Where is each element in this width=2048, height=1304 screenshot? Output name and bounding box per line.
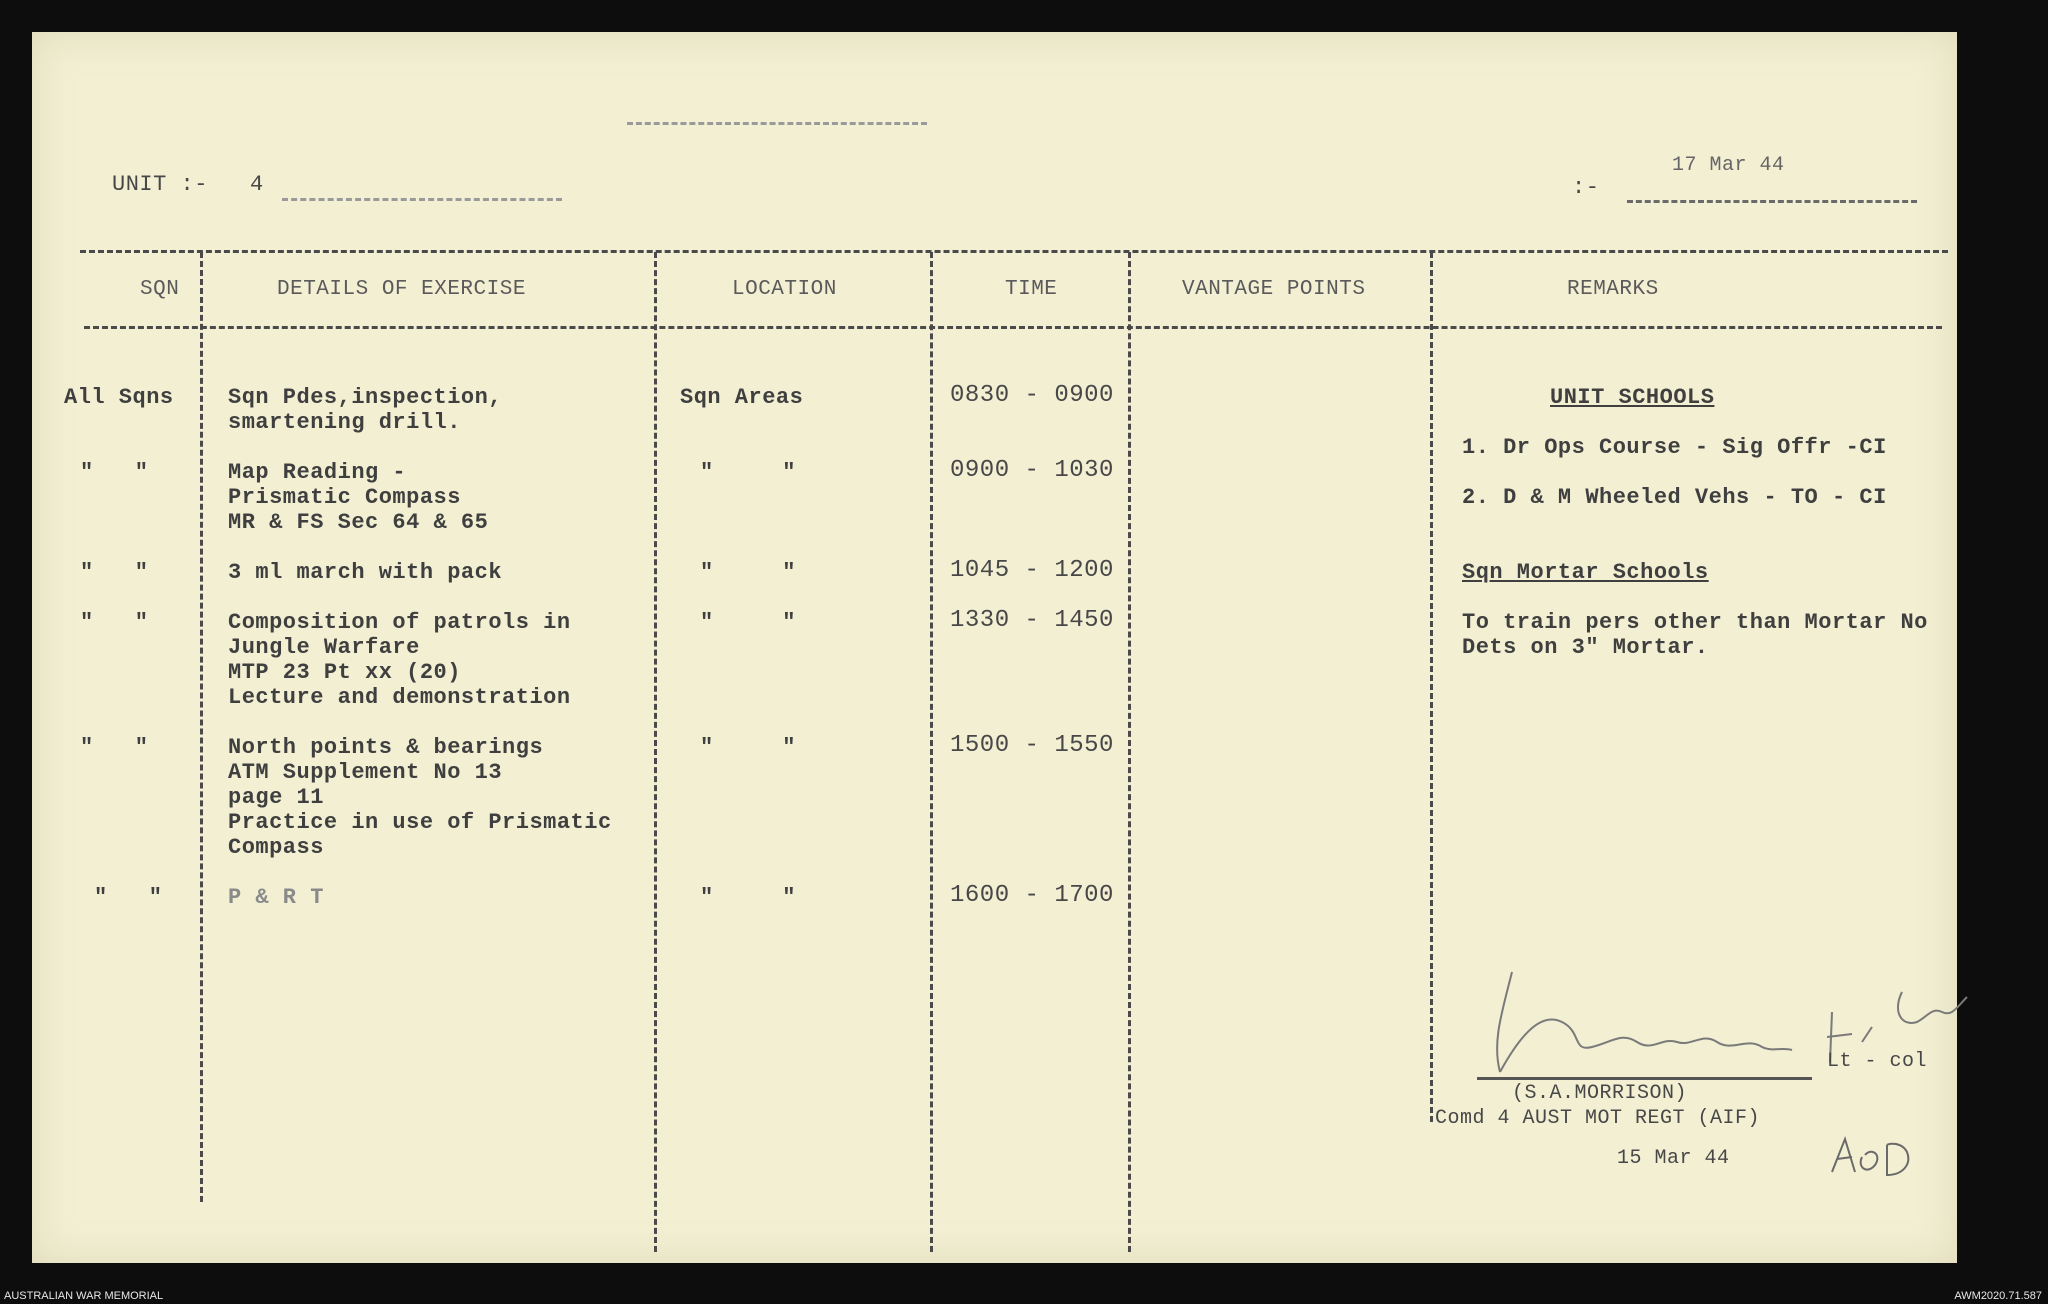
row6-details-1: P & R T bbox=[228, 885, 324, 910]
remarks-mortar-heading: Sqn Mortar Schools bbox=[1462, 560, 1709, 585]
row4-details-2: Jungle Warfare bbox=[228, 635, 420, 660]
signature-rank: Lt - col bbox=[1827, 1050, 1928, 1073]
document-page bbox=[32, 32, 1957, 1263]
row2-sqn: " " bbox=[80, 460, 149, 485]
row2-details-3: MR & FS Sec 64 & 65 bbox=[228, 510, 489, 535]
row1-details-2: smartening drill. bbox=[228, 410, 461, 435]
row3-details-1: 3 ml march with pack bbox=[228, 560, 503, 585]
unit-underline bbox=[282, 198, 562, 201]
row6-time: 1600 - 1700 bbox=[950, 882, 1114, 909]
unit-value: 4 bbox=[250, 172, 278, 197]
row2-time: 0900 - 1030 bbox=[950, 457, 1114, 484]
row2-location: " " bbox=[700, 460, 796, 485]
row5-time: 1500 - 1550 bbox=[950, 732, 1114, 759]
row1-time: 0830 - 0900 bbox=[950, 382, 1114, 409]
row3-sqn: " " bbox=[80, 560, 149, 585]
date-value: 17 Mar 44 bbox=[1672, 154, 1785, 177]
row1-sqn: All Sqns bbox=[64, 385, 174, 410]
header-sqn: SQN bbox=[140, 278, 180, 301]
row5-details-5: Compass bbox=[228, 835, 324, 860]
col-divider-3 bbox=[930, 252, 933, 1252]
signature-line bbox=[1477, 1077, 1812, 1080]
row5-details-3: page 11 bbox=[228, 785, 324, 810]
header-details: DETAILS OF EXERCISE bbox=[277, 278, 526, 301]
col-divider-5 bbox=[1430, 252, 1433, 1122]
signature-date: 15 Mar 44 bbox=[1617, 1147, 1730, 1170]
header-vantage-points: VANTAGE POINTS bbox=[1182, 278, 1366, 301]
row6-location: " " bbox=[700, 885, 796, 910]
remarks-mortar-text-2: Dets on 3" Mortar. bbox=[1462, 635, 1709, 660]
header-time: TIME bbox=[1005, 278, 1058, 301]
col-divider-4 bbox=[1128, 252, 1131, 1252]
row2-details-1: Map Reading - bbox=[228, 460, 407, 485]
header-remarks: REMARKS bbox=[1567, 278, 1659, 301]
table-header-rule bbox=[84, 326, 1942, 329]
date-underline bbox=[1627, 200, 1917, 203]
remarks-mortar-text-1: To train pers other than Mortar No bbox=[1462, 610, 1928, 635]
signature-title: Comd 4 AUST MOT REGT (AIF) bbox=[1435, 1107, 1761, 1130]
row4-location: " " bbox=[700, 610, 796, 635]
table-top-rule bbox=[80, 250, 1948, 253]
row3-time: 1045 - 1200 bbox=[950, 557, 1114, 584]
remarks-unit-schools-heading: UNIT SCHOOLS bbox=[1550, 385, 1715, 410]
col-divider-2 bbox=[654, 252, 657, 1252]
title-underline bbox=[627, 122, 927, 125]
row4-sqn: " " bbox=[80, 610, 149, 635]
row5-details-4: Practice in use of Prismatic bbox=[228, 810, 612, 835]
row4-details-1: Composition of patrols in bbox=[228, 610, 571, 635]
row3-location: " " bbox=[700, 560, 796, 585]
col-divider-1 bbox=[200, 252, 203, 1202]
footer-left: AUSTRALIAN WAR MEMORIAL bbox=[4, 1290, 164, 1302]
row6-sqn: " " bbox=[94, 885, 163, 910]
row4-details-3: MTP 23 Pt xx (20) bbox=[228, 660, 461, 685]
date-label: :- bbox=[1572, 175, 1600, 200]
header-location: LOCATION bbox=[732, 278, 837, 301]
remarks-item-1: 1. Dr Ops Course - Sig Offr -CI bbox=[1462, 435, 1887, 460]
remarks-item-2: 2. D & M Wheeled Vehs - TO - CI bbox=[1462, 485, 1887, 510]
signature-name: (S.A.MORRISON) bbox=[1512, 1082, 1688, 1105]
row1-details-1: Sqn Pdes,inspection, bbox=[228, 385, 503, 410]
row4-time: 1330 - 1450 bbox=[950, 607, 1114, 634]
row2-details-2: Prismatic Compass bbox=[228, 485, 461, 510]
handwritten-initials bbox=[1827, 1127, 1927, 1187]
row4-details-4: Lecture and demonstration bbox=[228, 685, 571, 710]
row5-details-2: ATM Supplement No 13 bbox=[228, 760, 503, 785]
unit-label: UNIT :- bbox=[112, 172, 208, 197]
footer-right: AWM2020.71.587 bbox=[1954, 1290, 2042, 1302]
row5-sqn: " " bbox=[80, 735, 149, 760]
row5-location: " " bbox=[700, 735, 796, 760]
row5-details-1: North points & bearings bbox=[228, 735, 544, 760]
row1-location: Sqn Areas bbox=[680, 385, 804, 410]
